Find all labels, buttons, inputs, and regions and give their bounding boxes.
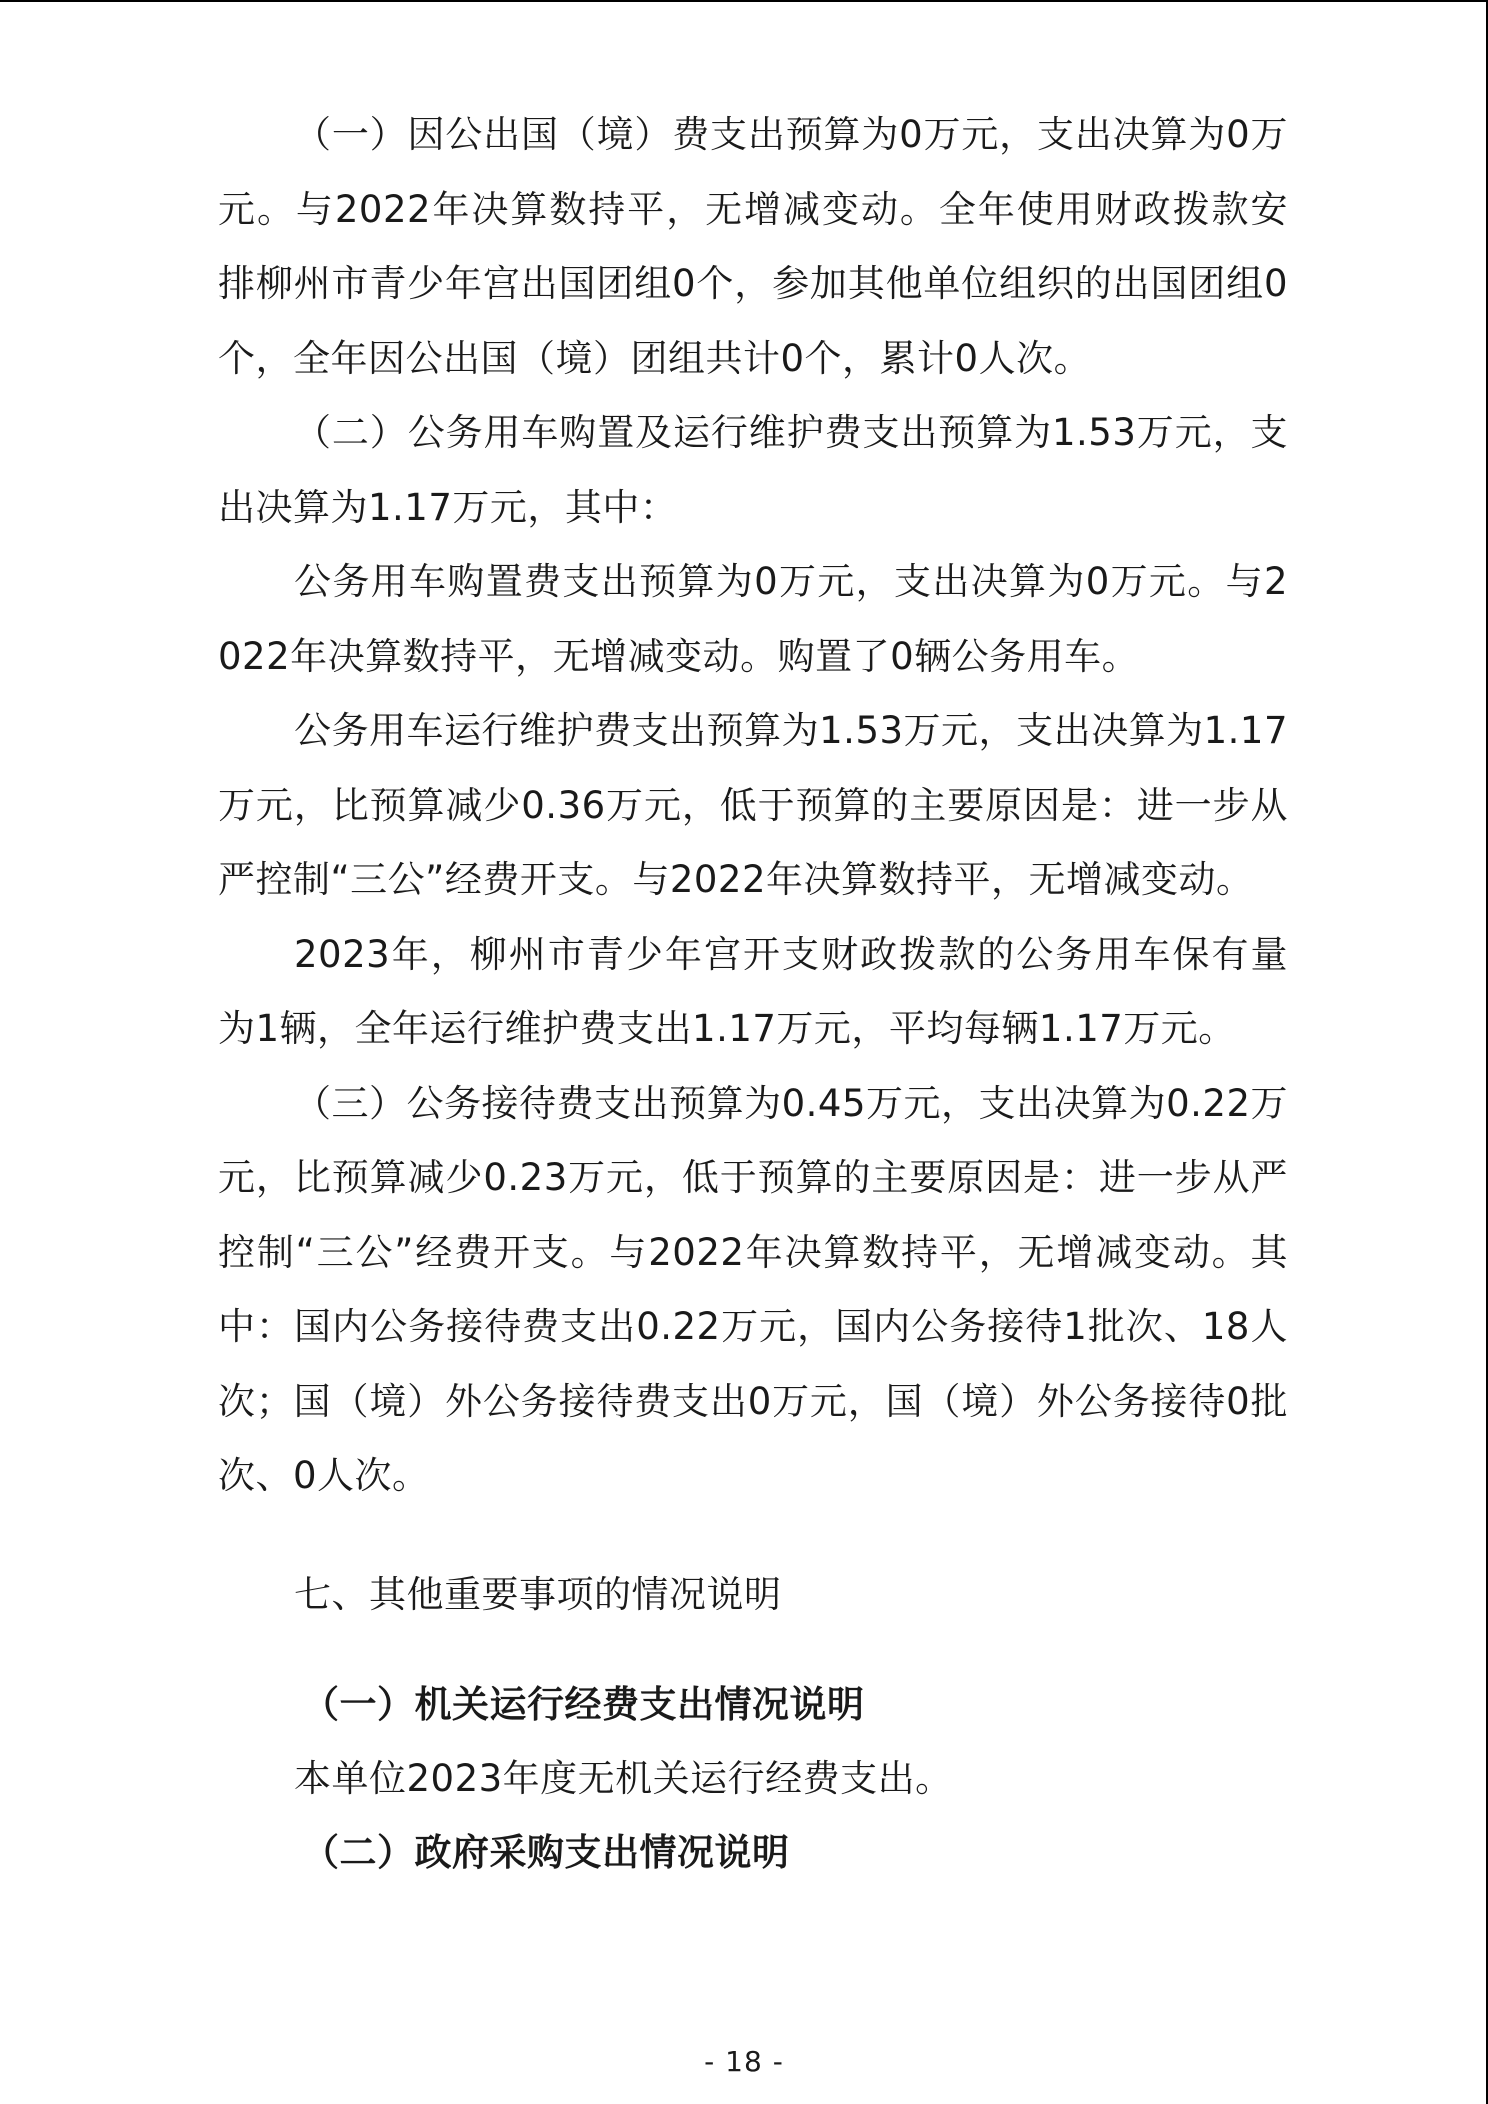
paragraph-vehicle-summary: （二）公务用车购置及运行维护费支出预算为1.53万元，支出决算为1.17万元，其中： bbox=[218, 411, 1288, 529]
page-number: - 18 - bbox=[704, 2045, 784, 2078]
paragraph-vehicle-maintenance: 公务用车运行维护费支出预算为1.53万元，支出决算为1.17万元，比预算减少0.36万元，低于预算的主要原因是：进一步从严控制“三公”经费开支。与2022年决算数持平，无增减变动。 bbox=[218, 709, 1288, 901]
paragraph-reception: （三）公务接待费支出预算为0.45万元，支出决算为0.22万元，比预算减少0.23万元，低于预算的主要原因是：进一步从严控制“三公”经费开支。与2022年决算数持平，无增减变动。其中：国内公务接待费支出0.22万元，国内公务接待1批次、18人次；国（境）外公务接待费支出0万元，国（境）外公务接待0批次、0人次。 bbox=[218, 1081, 1288, 1497]
document-body bbox=[218, 98, 1288, 1890]
paragraph-operating-expenses: 本单位2023年度无机关运行经费支出。 bbox=[294, 1756, 953, 1800]
subsection-heading-procurement: （二）政府采购支出情况说明 bbox=[302, 1831, 790, 1874]
page-border-top bbox=[0, 0, 1488, 2]
section-heading: 七、其他重要事项的情况说明 bbox=[294, 1572, 782, 1616]
subsection-heading-operating-expenses: （一）机关运行经费支出情况说明 bbox=[302, 1682, 865, 1726]
paragraph-vehicle-holdings: 2023年，柳州市青少年宫开支财政拨款的公务用车保有量为1辆，全年运行维护费支出1.17万元，平均每辆1.17万元。 bbox=[218, 932, 1288, 1050]
paragraph-vehicle-purchase: 公务用车购置费支出预算为0万元，支出决算为0万元。与2022年决算数持平，无增减变动。购置了0辆公务用车。 bbox=[218, 560, 1288, 678]
paragraph-overseas-travel: （一）因公出国（境）费支出预算为0万元，支出决算为0万元。与2022年决算数持平，无增减变动。全年使用财政拨款安排柳州市青少年宫出国团组0个，参加其他单位组织的出国团组0个，全年因公出国（境）团组共计0个，累计0人次。 bbox=[218, 113, 1288, 380]
